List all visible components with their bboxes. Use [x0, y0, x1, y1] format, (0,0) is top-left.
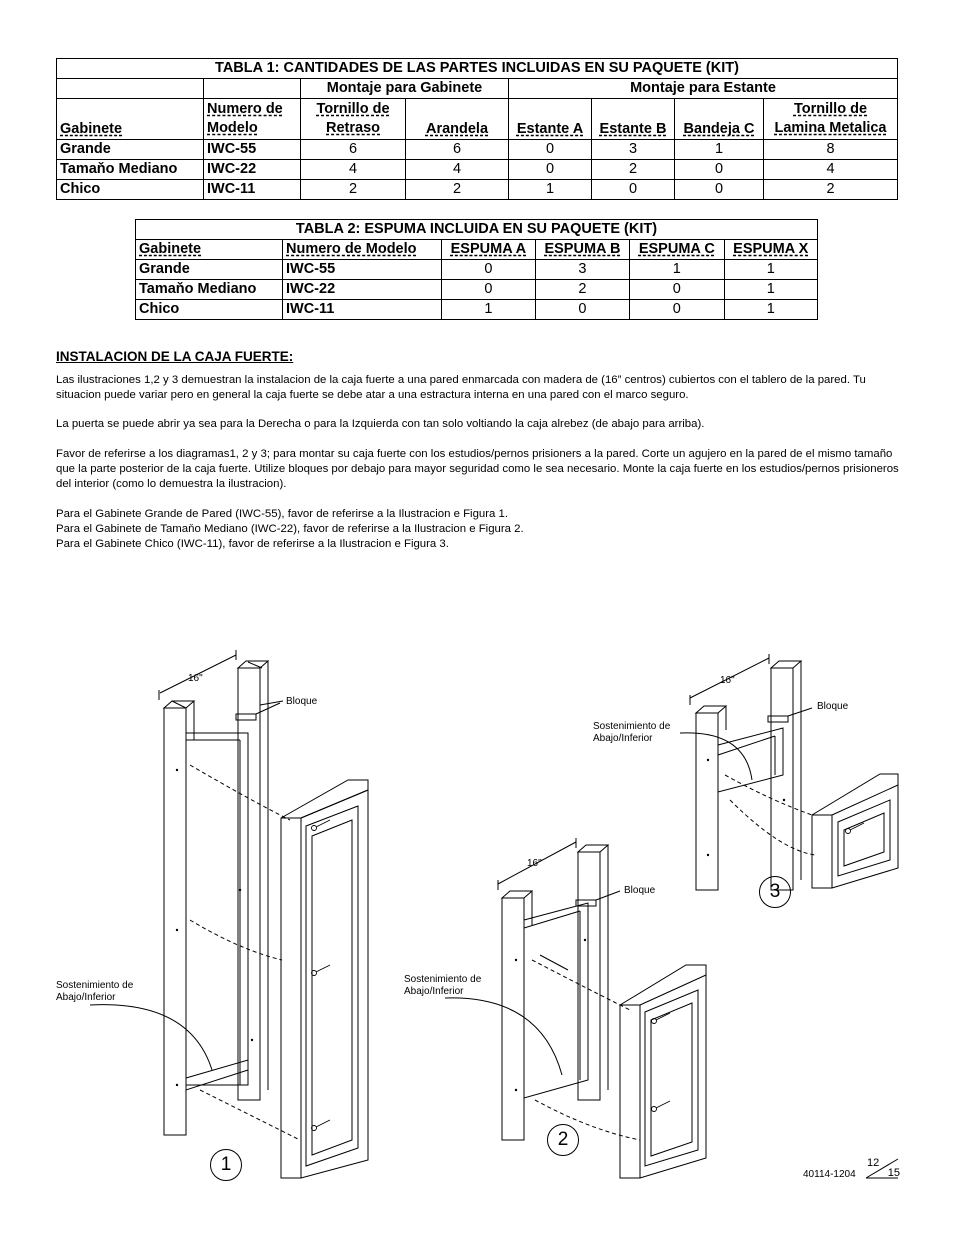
cell-c: 1: [630, 260, 724, 280]
col-gabinete: Gabinete: [57, 99, 204, 140]
cell-tornillo: 2: [301, 180, 406, 200]
cell-arandela: 6: [406, 140, 509, 160]
foam-table: [135, 219, 818, 320]
col-estante-b: Estante B: [592, 99, 675, 140]
installation-illustrations: [0, 640, 954, 1200]
cell-bandeja-c: 0: [675, 180, 764, 200]
cell-gabinete: Tamaňo Mediano: [57, 160, 204, 180]
cell-lamina: 2: [764, 180, 898, 200]
cell-b: 2: [535, 280, 629, 300]
paragraph: Favor de referirse a los diagramas1, 2 y 3; para montar su caja fuerte con los estudios/pernos prisioners a la pared. Corte un agujero en la pared de el mismo tamaño que la parte posterior de la caja fuerte. Utilize bloques por debajo para mayor seguridad como le sea necesario. Monte la caja fuerte en los estudios/pernos prisioneros del interior (como lo demuestra la ilustracion).: [56, 448, 899, 490]
cell-estante-a: 0: [509, 140, 592, 160]
paragraph: Para el Gabinete Grande de Pared (IWC-55), favor de referirse a la Ilustracion e Figura 1.: [56, 508, 509, 520]
parts-quantity-table: [56, 58, 898, 200]
cell-arandela: 2: [406, 180, 509, 200]
cell-estante-a: 1: [509, 180, 592, 200]
cell-x: 1: [724, 260, 817, 280]
cell-estante-a: 0: [509, 160, 592, 180]
cell-gabinete: Grande: [57, 140, 204, 160]
cell-modelo: IWC-55: [283, 260, 442, 280]
cell-modelo: IWC-22: [204, 160, 301, 180]
cell-lamina: 8: [764, 140, 898, 160]
cell-estante-b: 0: [592, 180, 675, 200]
figure-number-3: 3: [759, 876, 791, 908]
paragraph: Para el Gabinete Chico (IWC-11), favor de referirse a la Ilustracion e Figura 3.: [56, 538, 449, 550]
t2-col-espuma-x: ESPUMA X: [724, 240, 817, 260]
cell-bandeja-c: 1: [675, 140, 764, 160]
table1-title: TABLA 1: CANTIDADES DE LAS PARTES INCLUIDAS EN SU PAQUETE (KIT): [57, 59, 898, 79]
table-row: [57, 180, 898, 200]
dimension-label: 16": [188, 673, 203, 684]
table-row: [136, 280, 818, 300]
cell-bandeja-c: 0: [675, 160, 764, 180]
table-row: [136, 300, 818, 320]
support-label: Sostenimiento de Abajo/Inferior: [56, 980, 134, 1003]
group-shelf-mount: Montaje para Estante: [509, 79, 898, 99]
figure-number-1: 1: [210, 1149, 242, 1181]
cell-estante-b: 2: [592, 160, 675, 180]
cell-gabinete: Chico: [136, 300, 283, 320]
cell-a: 0: [442, 280, 536, 300]
table-row: [136, 260, 818, 280]
cell-estante-b: 3: [592, 140, 675, 160]
figure-3-small-cabinet: [680, 654, 898, 890]
paragraph: La puerta se puede abrir ya sea para la Derecha o para la Izquierda con tan solo voltiando la caja alrebez (de abajo para arriba).: [56, 418, 705, 430]
page-number: 12 15: [867, 1157, 900, 1179]
cell-gabinete: Grande: [136, 260, 283, 280]
cell-b: 3: [535, 260, 629, 280]
cell-modelo: IWC-11: [283, 300, 442, 320]
t2-col-espuma-c: ESPUMA C: [630, 240, 724, 260]
block-label: Bloque: [817, 701, 849, 712]
dimension-label: 16": [527, 858, 542, 869]
document-number: 40114-1204: [803, 1169, 856, 1180]
cell-lamina: 4: [764, 160, 898, 180]
cell-modelo: IWC-22: [283, 280, 442, 300]
col-tornillo-lamina: Tornillo de Lamina Metalica: [764, 99, 898, 140]
cell-tornillo: 6: [301, 140, 406, 160]
paragraph: Las ilustraciones 1,2 y 3 demuestran la instalacion de la caja fuerte a una pared enmarcada con madera de (16” centros) cubiertos con el tablero de la pared. Tu situacion puede variar pero en general la caja fuerte se debe atar a una estractura interna en una pared con el marco seguro.: [56, 374, 866, 401]
block-label: Bloque: [624, 885, 656, 896]
cell-x: 1: [724, 280, 817, 300]
cell-modelo: IWC-55: [204, 140, 301, 160]
support-label: Sostenimiento de Abajo/Inferior: [404, 974, 482, 997]
table-row: [57, 160, 898, 180]
support-label: Sostenimiento de Abajo/Inferior: [593, 721, 671, 744]
group-cabinet-mount: Montaje para Gabinete: [301, 79, 509, 99]
cell-a: 1: [442, 300, 536, 320]
col-modelo: Numero de Modelo: [204, 99, 301, 140]
col-tornillo-retraso: Tornillo de Retraso: [301, 99, 406, 140]
figure-2-medium-cabinet: [445, 838, 706, 1178]
section-title: INSTALACION DE LA CAJA FUERTE:: [56, 349, 294, 364]
cell-c: 0: [630, 280, 724, 300]
cell-modelo: IWC-11: [204, 180, 301, 200]
col-bandeja-c: Bandeja C: [675, 99, 764, 140]
figure-1-large-cabinet: [90, 650, 368, 1178]
cell-arandela: 4: [406, 160, 509, 180]
col-arandela: Arandela: [406, 99, 509, 140]
cell-gabinete: Chico: [57, 180, 204, 200]
figure-number-2: 2: [547, 1124, 579, 1156]
t2-col-espuma-a: ESPUMA A: [442, 240, 536, 260]
t2-col-modelo: Numero de Modelo: [283, 240, 442, 260]
paragraph: Para el Gabinete de Tamaňo Mediano (IWC-22), favor de referirse a la Ilustracion e Figura 2.: [56, 523, 524, 535]
block-label: Bloque: [286, 696, 318, 707]
cell-c: 0: [630, 300, 724, 320]
dimension-label: 16": [720, 675, 735, 686]
cell-gabinete: Tamaňo Mediano: [136, 280, 283, 300]
cell-tornillo: 4: [301, 160, 406, 180]
table-row: [57, 140, 898, 160]
col-estante-a: Estante A: [509, 99, 592, 140]
cell-b: 0: [535, 300, 629, 320]
t2-col-espuma-b: ESPUMA B: [535, 240, 629, 260]
cell-x: 1: [724, 300, 817, 320]
t2-col-gabinete: Gabinete: [136, 240, 283, 260]
table2-title: TABLA 2: ESPUMA INCLUIDA EN SU PAQUETE (KIT): [136, 220, 818, 240]
cell-a: 0: [442, 260, 536, 280]
